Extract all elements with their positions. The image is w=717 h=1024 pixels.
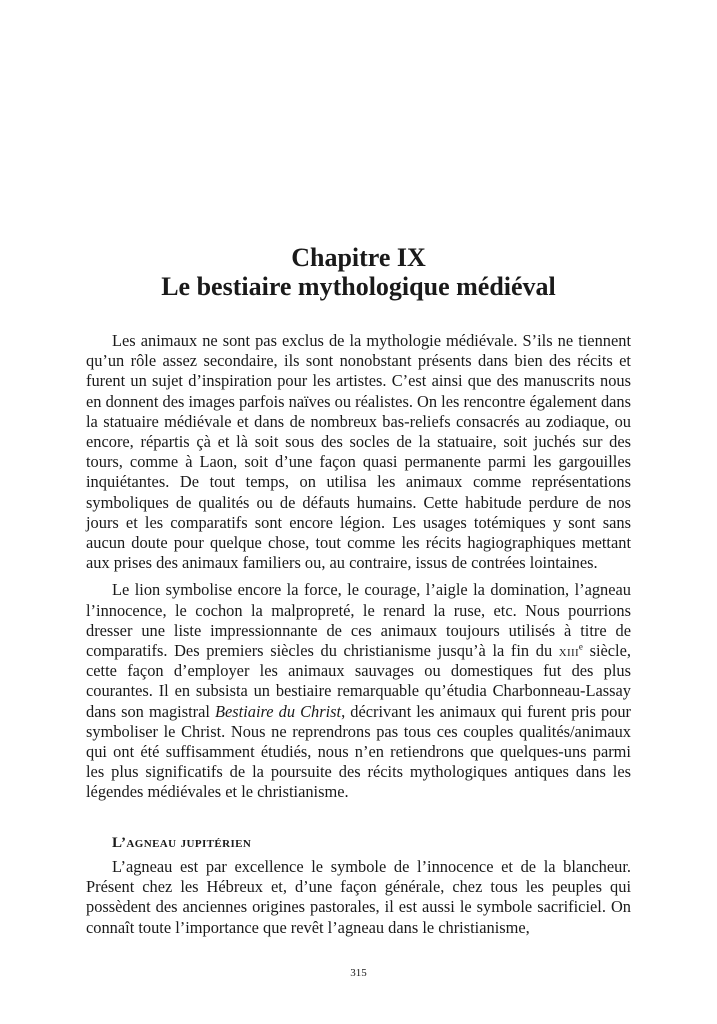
paragraph-2 <box>86 580 631 802</box>
paragraph-2-part-b: siècle, cette façon d’employer les animaux sauvages ou domestiques fut des plus courantes. Il en subsista un bestiaire remarquable qu’étudia Charbonneau-Lassay dans son magistral <box>86 641 631 721</box>
section-body <box>86 857 631 938</box>
century-superscript: e <box>578 641 583 652</box>
chapter-title: Le bestiaire mythologique médiéval <box>161 272 556 301</box>
paragraph-2-part-a: Le lion symbolise encore la force, le courage, l’aigle la domination, l’agneau l’innocence, le cochon la malpropreté, le renard la ruse, etc. Nous pourrions dresser une liste impressionnante de ces animaux toujours utilisés à titre de comparatifs. Des premiers siècles du christianisme jusqu’à la fin du <box>86 580 631 661</box>
chapter-heading <box>86 243 631 301</box>
page-number: 315 <box>350 967 367 979</box>
century-numeral: xiii <box>558 641 579 661</box>
paragraph-1: Les animaux ne sont pas exclus de la mythologie médiévale. S’ils ne tiennent qu’un rôle assez secondaire, ils sont nonobstant présents dans bien des récits et furent un sujet d’inspiration pour les artistes. C’est ainsi que des manuscrits nous en donnent des images parfois naïves ou réalistes. On les rencontre également dans la statuaire médiévale et dans de nombreux bas-reliefs consacrés au zodiaque, ou encore, répartis çà et là soit sous des socles de la statuaire, soit juchés sur des tours, comme à Laon, soit d’une façon quasi permanente parmi les gargouilles inquiétantes. De tout temps, on utilisa les animaux comme représentations symboliques de qualités ou de défauts humains. Cette habitude perdure de nos jours et les comparatifs sont encore légion. Les usages totémiques y sont sans aucun doute pour quelque chose, tout comme les récits hagiographiques mettant aux prises des animaux familiers ou, au contraire, issus de contrées lointaines. <box>86 331 631 573</box>
section-heading: L’agneau jupitérien <box>112 835 252 851</box>
paragraph-2-part-c: , décrivant les animaux qui furent pris pour symboliser le Christ. Nous ne reprendrons pas tous ces couples qualités/animaux qui ont été suffisamment étudiés, nous n’en retiendrons que quelques-uns parmi les plus significatifs de la poursuite des récits mythologiques antiques dans les légendes médiévales et le christianisme. <box>86 701 631 802</box>
section-paragraph: L’agneau est par excellence le symbole de l’innocence et de la blancheur. Présent chez les Hébreux et, d’une façon générale, chez tous les peuples qui possèdent des anciennes origines pastorales, il est aussi le symbole sacrificiel. On connaît toute l’importance que revêt l’agneau dans le christianisme, <box>86 857 631 937</box>
chapter-number: Chapitre IX <box>291 243 426 272</box>
chapter-body <box>86 331 631 810</box>
book-title: Bestiaire du Christ <box>215 701 342 721</box>
